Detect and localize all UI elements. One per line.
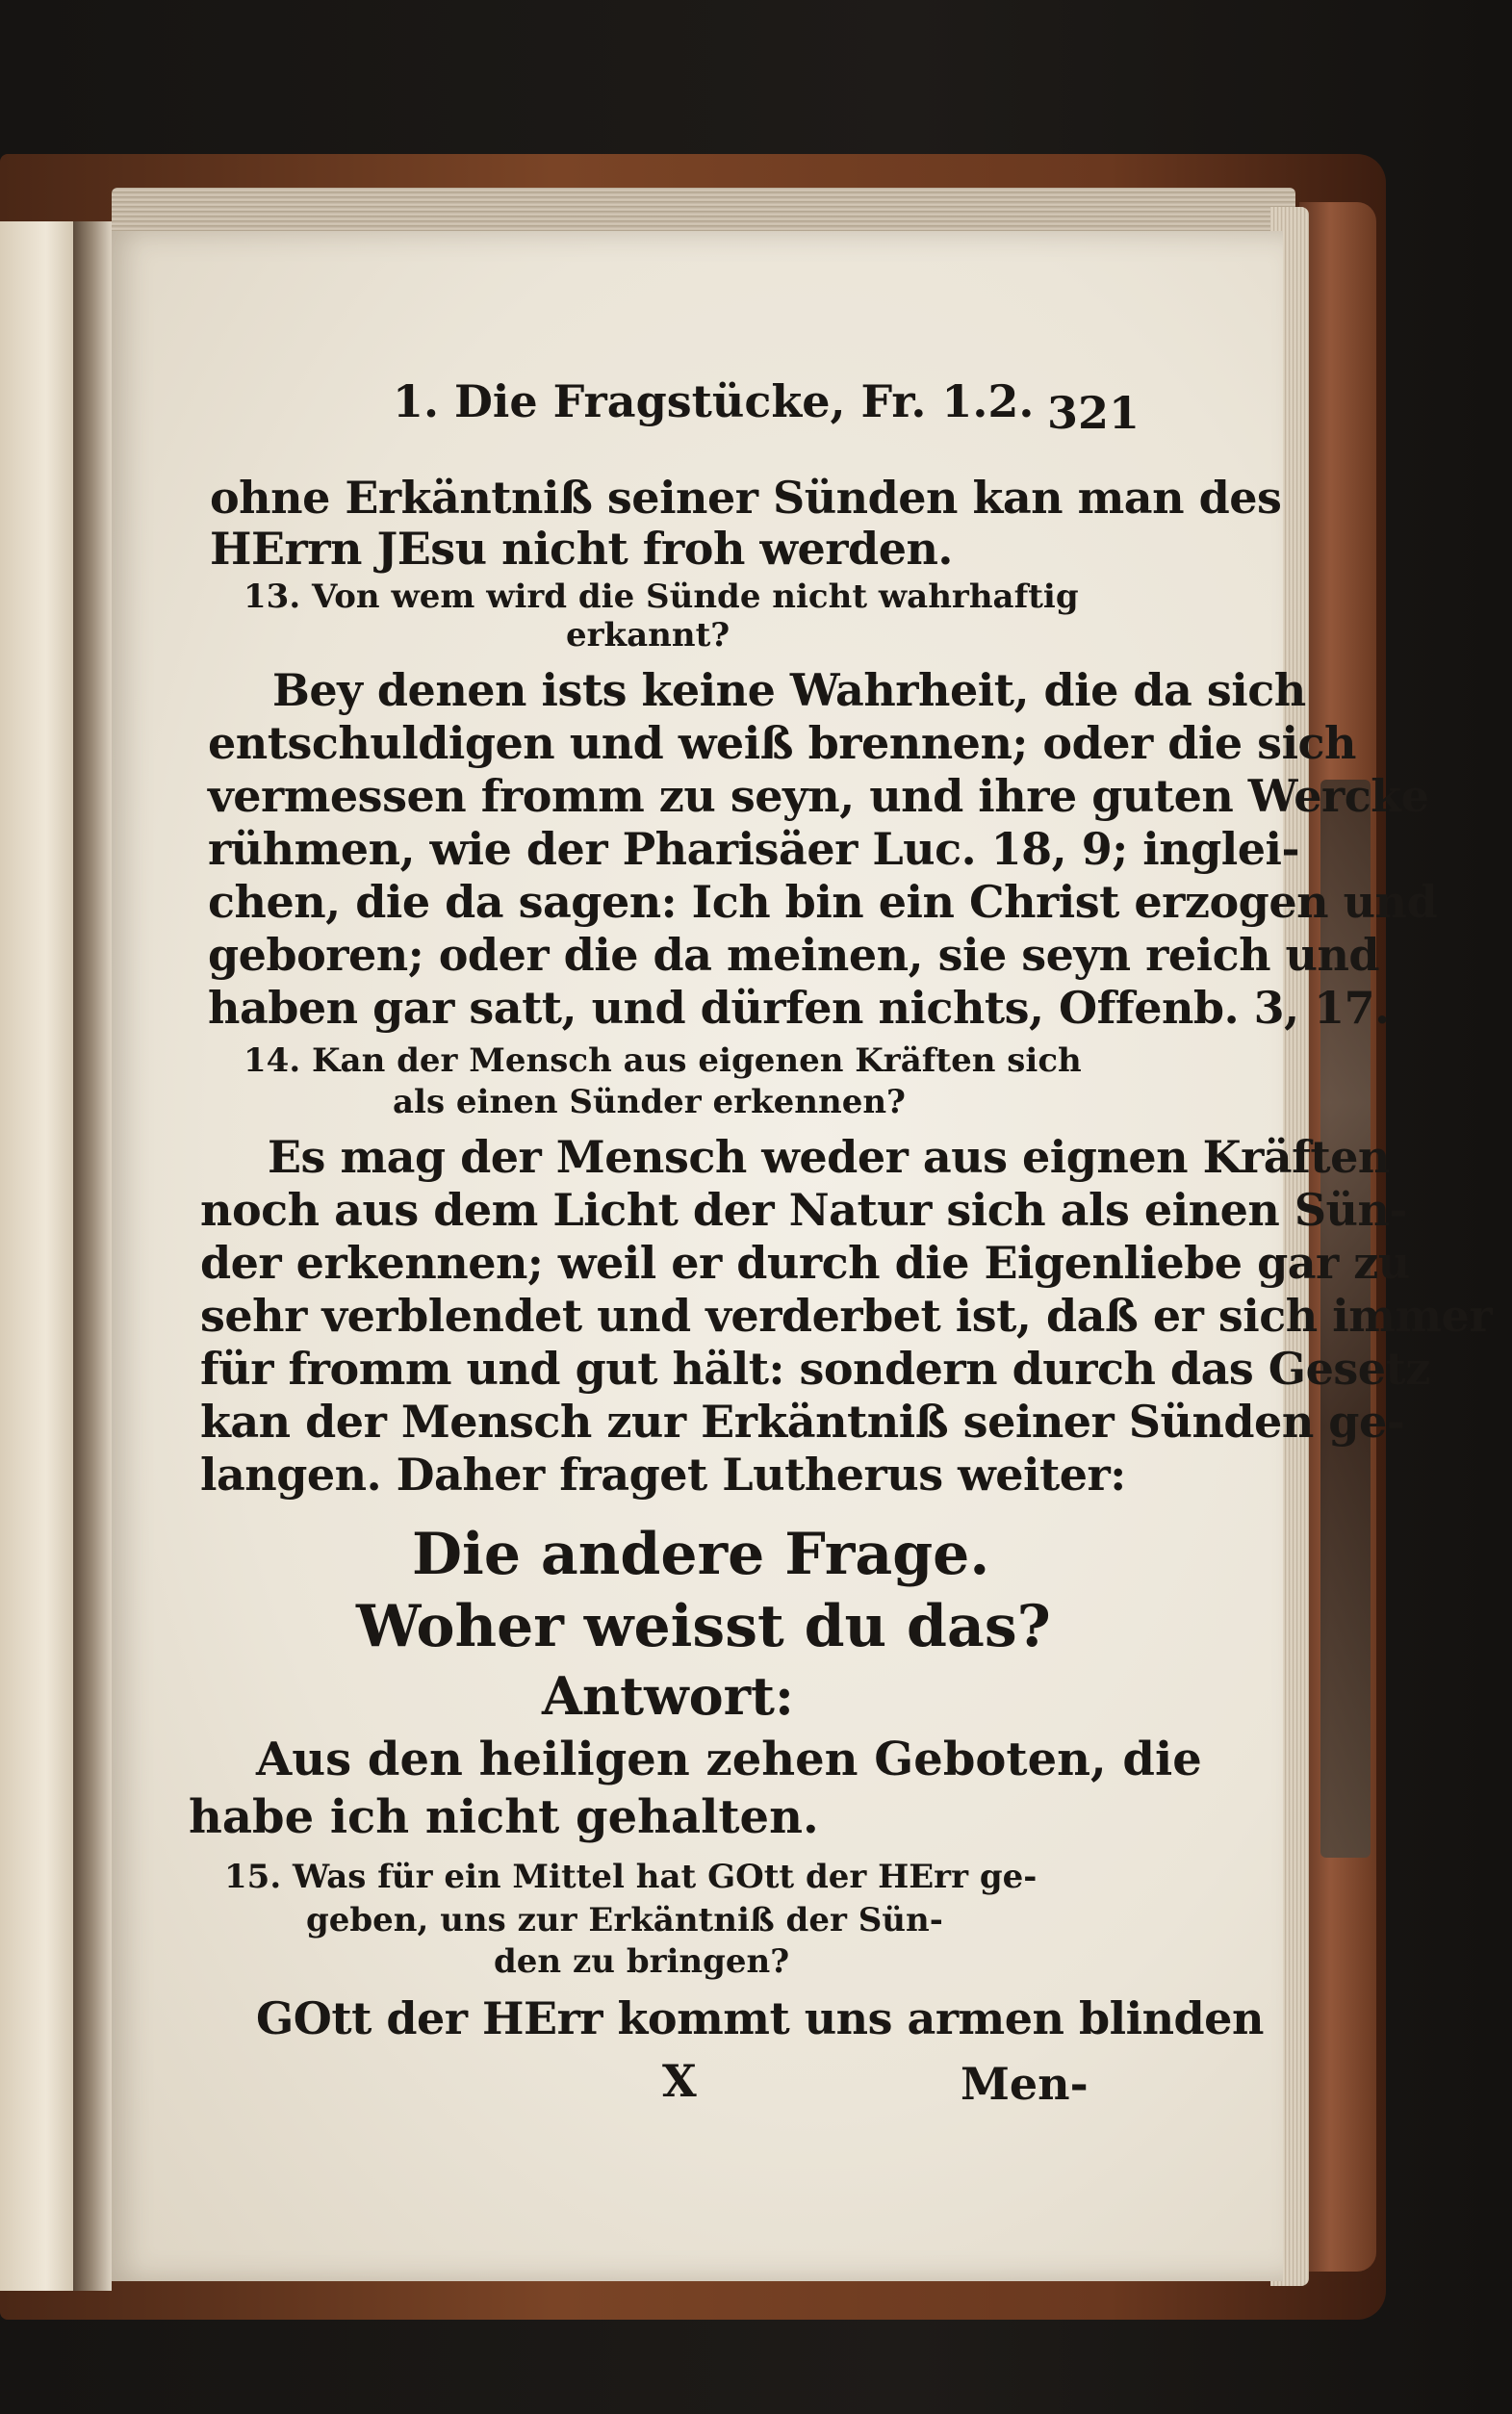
question-line: den zu bringen? — [494, 1942, 790, 1981]
question-line: geben, uns zur Erkäntniß der Sün- — [306, 1901, 943, 1939]
book-page — [104, 231, 1493, 2281]
text-line: ohne Erkäntniß seiner Sünden kan man des — [210, 472, 1282, 524]
text-line: Bey denen ists keine Wahrheit, die da sich — [272, 664, 1306, 716]
question-line: erkannt? — [566, 616, 730, 655]
question-line: 15. Was für ein Mittel hat GOtt der HErr ge- — [224, 1858, 1038, 1896]
text-line: entschuldigen und weiß brennen; oder die sich — [208, 717, 1356, 769]
question-line: 13. Von wem wird die Sünde nicht wahrhaftig — [243, 578, 1079, 616]
signature-mark: X — [662, 2055, 697, 2107]
text-line: chen, die da sagen: Ich bin ein Christ erzogen und — [208, 876, 1438, 928]
page-text — [104, 231, 1493, 2281]
text-line: langen. Daher fraget Lutherus weiter: — [200, 1449, 1126, 1501]
text-line: rühmen, wie der Pharisäer Luc. 18, 9; inglei- — [208, 823, 1300, 875]
section-heading: Die andere Frage. — [412, 1521, 990, 1588]
text-line: GOtt der HErr kommt uns armen blinden — [256, 1992, 1264, 2044]
page-number: 321 — [1047, 387, 1140, 439]
text-line: für fromm und gut hält: sondern durch das Gesetz — [200, 1343, 1430, 1395]
answer-label: Antwort: — [542, 1665, 794, 1727]
facing-page — [0, 221, 77, 2291]
running-title: 1. Die Fragstücke, Fr. 1.2. — [393, 375, 1035, 427]
answer-line: habe ich nicht gehalten. — [189, 1790, 819, 1844]
text-line: geboren; oder die da meinen, sie seyn reich und — [208, 929, 1380, 981]
page-gutter — [73, 221, 112, 2291]
text-line: vermessen fromm zu seyn, und ihre guten Wercke — [208, 770, 1429, 822]
text-line: HErrn JEsu nicht froh werden. — [210, 523, 953, 575]
text-line: sehr verblendet und verderbet ist, daß er sich immer — [200, 1290, 1493, 1342]
text-line: der erkennen; weil er durch die Eigenliebe gar zu — [200, 1237, 1410, 1289]
text-line: kan der Mensch zur Erkäntniß seiner Sünden ge- — [200, 1396, 1405, 1448]
page-edges-top — [112, 188, 1295, 236]
answer-line: Aus den heiligen zehen Geboten, die — [256, 1733, 1202, 1786]
question-line: 14. Kan der Mensch aus eigenen Kräften sich — [243, 1041, 1082, 1080]
section-question: Woher weisst du das? — [356, 1593, 1051, 1660]
text-line: haben gar satt, und dürfen nichts, Offenb. 3, 17. — [208, 982, 1390, 1034]
catchword: Men- — [961, 2058, 1089, 2110]
question-line: als einen Sünder erkennen? — [393, 1083, 906, 1121]
text-line: noch aus dem Licht der Natur sich als einen Sün- — [200, 1184, 1408, 1236]
text-line: Es mag der Mensch weder aus eignen Kräften — [268, 1131, 1390, 1183]
